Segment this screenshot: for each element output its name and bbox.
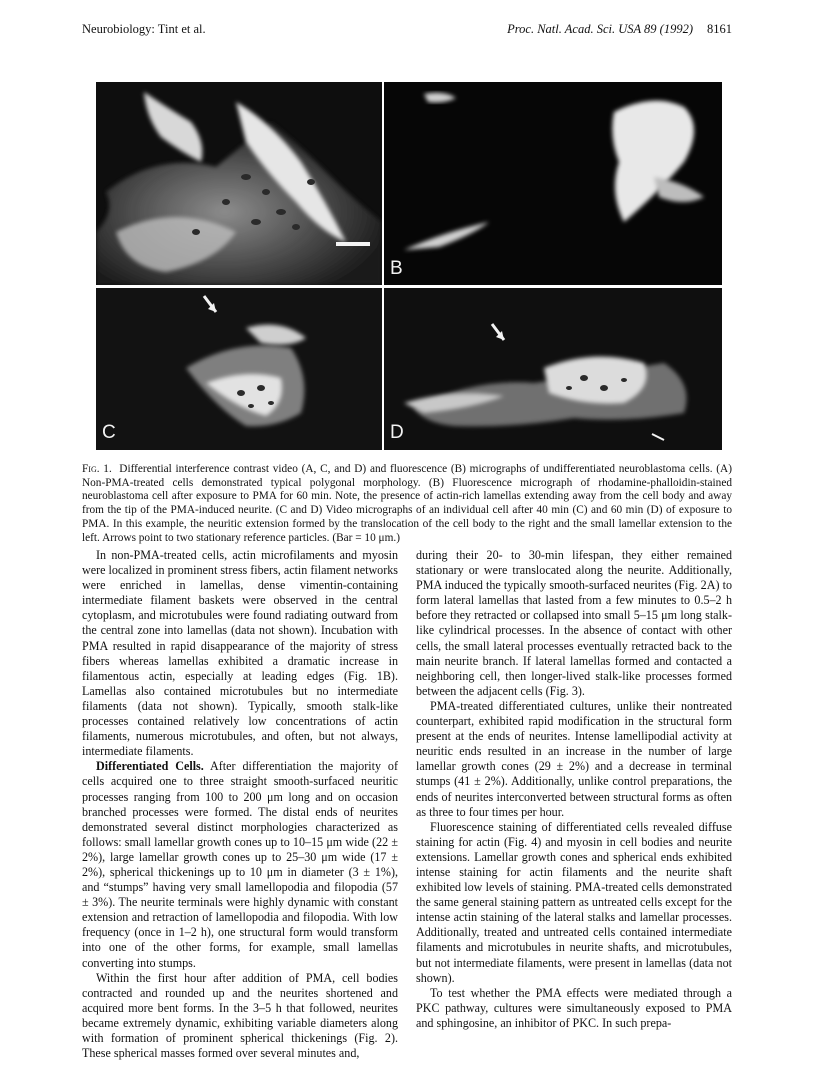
micrograph-a-image xyxy=(96,82,382,285)
page-number: 8161 xyxy=(707,22,732,36)
running-head-left: Neurobiology: Tint et al. xyxy=(82,22,206,36)
figure-panel-c xyxy=(96,288,382,450)
panel-label-d: D xyxy=(390,422,404,443)
caption-lead: Fig. 1. xyxy=(82,463,112,475)
micrograph-c-image xyxy=(96,288,382,450)
panel-label-c: C xyxy=(102,422,116,443)
figure-panel-b xyxy=(384,82,722,285)
caption-text: Differential interference contrast video (A, C, and D) and fluorescence (B) micrographs of undifferentiated neuroblastoma cells. (A) Non-PMA-treated cells demonstrated typical polygonal morphology. (B) Fluorescence micrograph of rhodamine-phalloidin-stained neuroblastoma cell after exposure to PMA for 60 min. Note, the presence of actin-rich lamellas extending away from the cell body and away from the tip of the PMA-induced neurite. (C and D) Video micrographs of an individual cell after 40 min (C) and 60 min (D) of exposure to PMA. In this example, the neuritic extension formed by the translocation of the cell body to the right and the small lamellar extension to the left. Arrows point to two stationary reference particles. (Bar = 10 μm.) xyxy=(82,463,732,544)
micrograph-b-image xyxy=(384,82,722,285)
panel-label-b: B xyxy=(390,258,403,279)
paragraph: PMA-treated differentiated cultures, unlike their nontreated counterpart, exhibited rapid modification in the structural form present at the ends of neurites. Intense lamellipodial activity at neuritic ends resulted in an increase in the number of large lamellar growth cones (29 ± 2%) and a decrease in terminal stumps (41 ± 2%). Additionally, unlike control preparations, the ends of neurites interconverted between structural forms as often as three to four times per hour. xyxy=(416,698,732,819)
section-heading: Differentiated Cells. xyxy=(96,759,204,774)
paragraph: In non-PMA-treated cells, actin microfilaments and myosin were localized in prominent stress fibers, actin filament networks were enriched in lamellas, dense vimentin-containing intermediate filament baskets were observed in the central cytoplasm, and microtubules were found radiating outward from the central zone into lamellas (data not shown). Incubation with PMA resulted in rapid disappearance of the majority of stress fibers whereas lamellas exhibited a dramatic increase in filamentous actin, especially at leading edges (Fig. 1B). Lamellas also contained microtubules but no intermediate filaments (data not shown). Typically, smooth stalk-like processes contained relatively low concentrations of actin filaments, numerous microtubules, and often, but not always, intermediate filaments. xyxy=(82,548,399,759)
figure-panel-d xyxy=(384,288,722,450)
running-header xyxy=(82,22,732,38)
journal-citation: Proc. Natl. Acad. Sci. USA 89 (1992) xyxy=(507,22,693,36)
running-head-right xyxy=(507,22,732,37)
left-column xyxy=(82,548,398,1061)
micrograph-d-image xyxy=(384,288,722,450)
paragraph: Within the first hour after addition of PMA, cell bodies contracted and rounded up and the neurites shortened and acquired more bent forms. In the 3–5 h that followed, neurites became extremely dynamic, exhibiting variable diameters along with formation of prominent spherical thickenings (Fig. 2). These spherical masses formed over several minutes and, xyxy=(82,970,398,1061)
right-column xyxy=(416,548,732,1031)
scale-bar xyxy=(336,242,370,246)
paragraph: To test whether the PMA effects were mediated through a PKC pathway, cultures were simultaneously exposed to PMA and sphingosine, an inhibitor of PKC. In such prepa- xyxy=(416,985,732,1030)
figure-caption xyxy=(82,463,732,545)
figure-panel-a xyxy=(96,82,382,285)
paragraph: Fluorescence staining of differentiated cells revealed diffuse staining for actin (Fig. 4) and myosin in cell bodies and neurite extensions. Lamellar growth cones and spherical ends exhibited intense staining for actin filaments and the neurite shaft exhibited low levels of staining. PMA-treated cells demonstrated the same general staining pattern as untreated cells except for the intense actin staining of the lateral stalks and lamellar processes. Additionally, treated and untreated cells contained intermediate filaments and microtubules in neurite shafts, and microtubules, but not intermediate filaments, were present in lamellas (data not shown). xyxy=(416,819,732,985)
paragraph xyxy=(82,759,398,970)
paragraph: during their 20- to 30-min lifespan, they either remained stationary or were translocated along the neurite. Additionally, PMA induced the typically smooth-surfaced neurites (Fig. 2A) to form lateral lamellas that lasted from a few minutes to 0.5–2 h before they retracted or collapsed into small 5–15 μm long stalk-like cylindrical processes. In the absence of contact with other cells, the small lateral processes eventually retracted back to the main neurite branch. If lateral lamellas formed and contacted a neighboring cell, then longer-lived stalk-like processes formed between the adjacent cells (Fig. 3). xyxy=(416,548,732,698)
paragraph-text: After differentiation the majority of cells acquired one to three straight smooth-surfaced neuritic processes ranging from 100 to 200 μm long and on occasion branched processes were formed. The distal ends of neurites demonstrated several distinct morphologies characterized as follows: small lamellar growth cones up to 10–15 μm wide (22 ± 2%), large lamellar growth cones up to 25–30 μm wide (17 ± 2%), spherical thickenings up to 10 μm in diameter (3 ± 1%), and “stumps” having very small lamellopodia and filopodia (57 ± 3%). The neurite terminals were highly dynamic with constant extension and retraction of lamellopodia and filopodia. With low frequency (once in 1–2 h), one structural form would transform into one of the other forms, for example, small lamellas converting into stumps. xyxy=(82,759,399,970)
